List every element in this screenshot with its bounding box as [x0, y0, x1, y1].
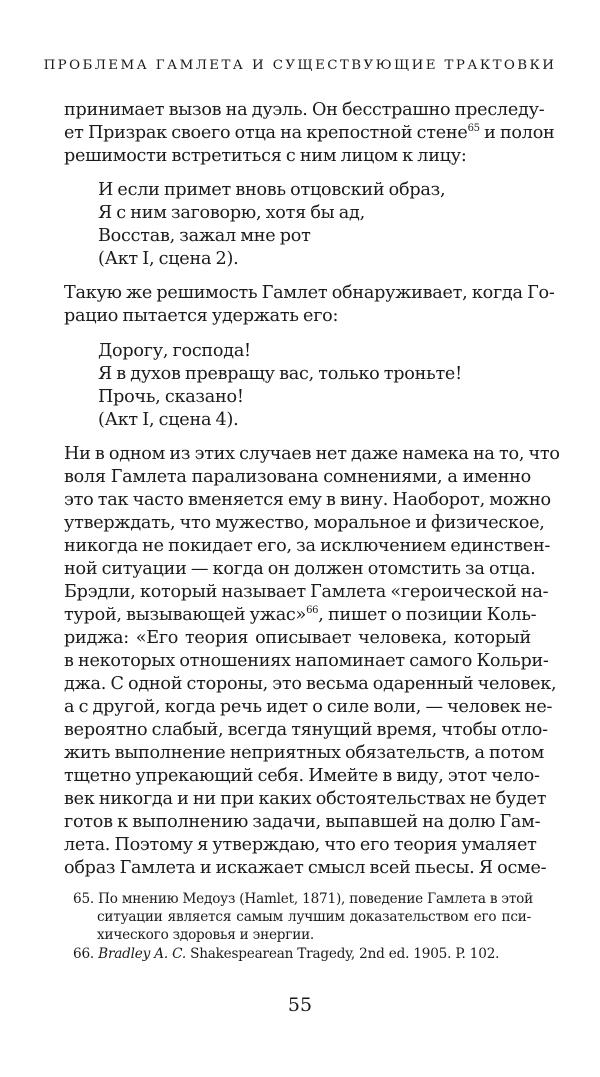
verse-line: И если примет вновь отцовский образ, [98, 180, 446, 200]
text-line [64, 605, 537, 625]
text-line: Брэдли, который называет Гамлета «героической на- [64, 582, 549, 602]
page-number: 55 [287, 994, 313, 1016]
verse-line: Дорогу, господа! [98, 341, 251, 361]
text-line: в некоторых отношениях напоминает самого Кольри- [64, 651, 549, 671]
text-fragment: , пишет о позиции Коль- [318, 605, 537, 625]
running-header: ПРОБЛЕМА ГАМЛЕТА И СУЩЕСТВУЮЩИЕ ТРАКТОВКИ [43, 58, 557, 73]
text-fragment: и полон [479, 123, 555, 143]
verse-line: Я в духов превращу вас, только троньте! [98, 364, 462, 384]
text-line: тщетно упрекающий себя. Имейте в виду, этот чело- [64, 766, 540, 786]
text-fragment: ет Призрак своего отца на крепостной стене [64, 123, 468, 143]
verse-citation: (Акт I, сцена 4). [98, 410, 239, 430]
text-line: лета. Поэтому я утверждаю, что его теория умаляет [64, 835, 537, 855]
text-line: ной ситуации — когда он должен отомстить за отца. [64, 559, 536, 579]
footnote-65-cont: хического здоровья и энергии. [97, 927, 315, 943]
text-line: утверждать, что мужество, моральное и физическое, [64, 513, 545, 533]
text-line: воля Гамлета парализована сомнениями, а именно [64, 467, 531, 487]
verse-line: Я с ним заговорю, хотя бы ад, [98, 203, 365, 223]
text-line: век никогда и ни при каких обстоятельствах не будет [64, 789, 547, 809]
text-line: Такую же решимость Гамлет обнаруживает, когда Го- [64, 283, 555, 303]
footnote-66 [73, 948, 499, 962]
footnote-number: 66. [73, 946, 95, 962]
footnote-65-cont: ситуации является самым лучшим доказательством его пси- [97, 909, 531, 925]
text-line: решимости встретиться с ним лицом к лицу: [64, 146, 467, 166]
footnote-ref-66[interactable]: 66 [306, 605, 319, 616]
text-fragment: турой, вызывающей ужас» [64, 605, 307, 625]
footnote-65: 65. По мнению Медоуз (Hamlet, 1871), поведение Гамлета в этой [73, 891, 533, 907]
text-line: жить выполнение неприятных обязательств, а потом [64, 743, 545, 763]
footnote-author: Bradley A. C. [98, 946, 186, 962]
verse-line: Прочь, сказано! [98, 387, 244, 407]
text-line: готов к выполнению задачи, выпавшей на долю Гам- [64, 812, 541, 832]
verse-line: Восстав, зажал мне рот [98, 226, 311, 246]
text-line: это так часто вменяется ему в вину. Наоборот, можно [64, 490, 551, 510]
text-line: образ Гамлета и искажает смысл всей пьесы. Я осме- [64, 858, 547, 878]
footnote-ref-65[interactable]: 65 [467, 123, 480, 134]
verse-citation: (Акт I, сцена 2). [98, 249, 239, 269]
footnote-text: Shakespearean Tragedy, 2nd ed. 1905. P. 102. [190, 946, 500, 962]
text-line: Ни в одном из этих случаев нет даже намека на то, что [64, 444, 560, 464]
text-line: вероятно слабый, всегда тянущий время, чтобы отло- [64, 720, 548, 740]
text-line: никогда не покидает его, за исключением единствен- [64, 536, 551, 556]
text-line [64, 123, 555, 143]
text-line: джа. С одной стороны, это весьма одаренный человек, [64, 674, 557, 694]
text-line: принимает вызов на дуэль. Он бесстрашно преследу- [64, 100, 545, 120]
text-line: рацио пытается удержать его: [64, 306, 339, 326]
text-line: а с другой, когда речь идет о силе воли, — человек не- [64, 697, 553, 717]
text-line: риджа: «Его теория описывает человека, который [64, 628, 531, 648]
